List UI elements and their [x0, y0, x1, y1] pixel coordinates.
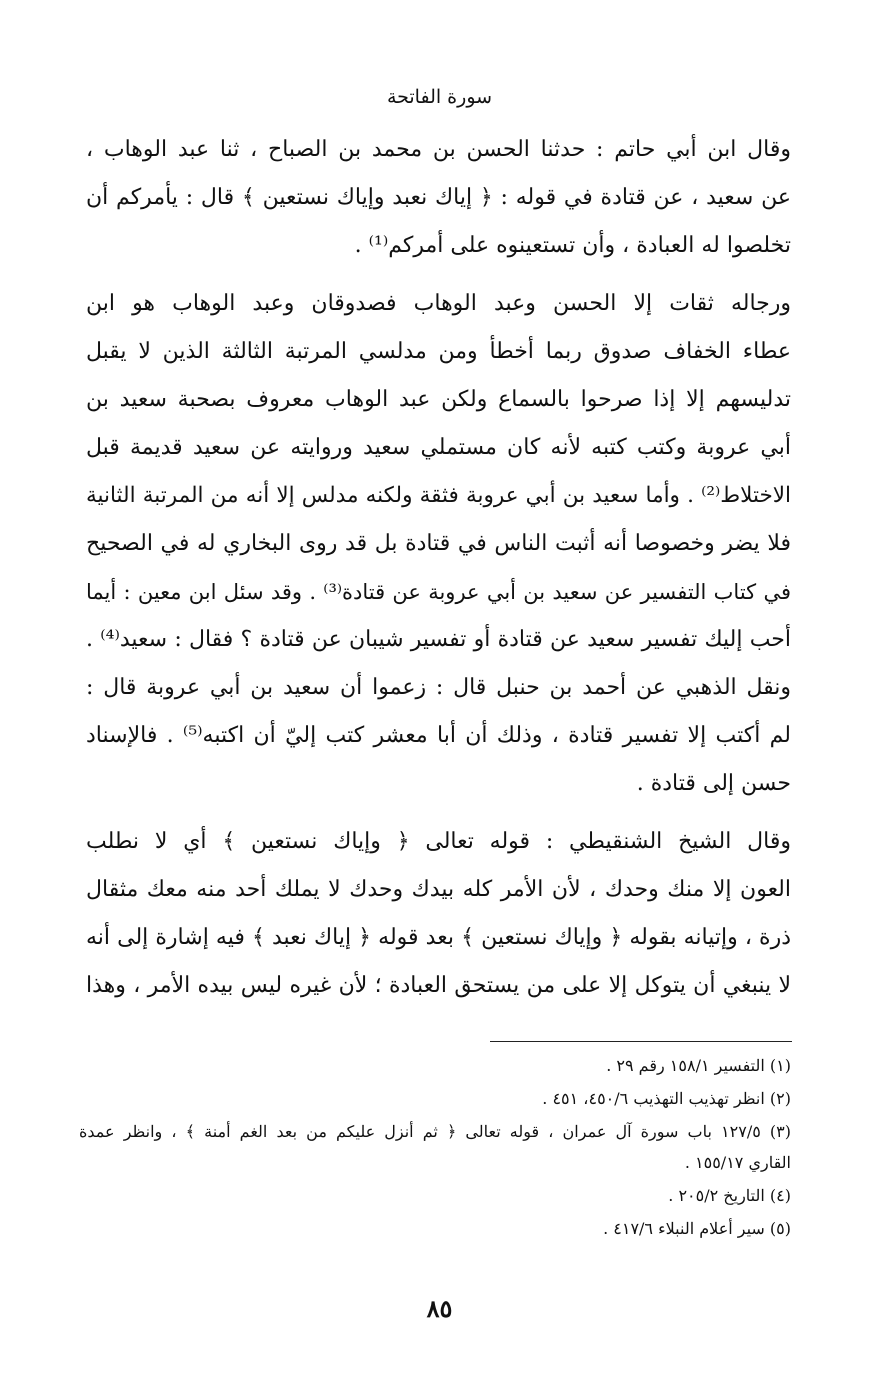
text-line: لا ينبغي أن يتوكل إلا على من يستحق العبادة ؛ لأن غيره ليس بيده الأمر ، وهذا — [86, 973, 791, 998]
text-line: الاختلاط⁽²⁾ . وأما سعيد بن أبي عروبة فثقة ولكنه مدلس إلا أنه من المرتبة الثانية — [86, 483, 791, 508]
footnote-line: (١) التفسير ١٥٨/١ رقم ٢٩ . — [606, 1056, 791, 1075]
footnote-separator — [490, 1041, 792, 1042]
text-line: وقال ابن أبي حاتم : حدثنا الحسن بن محمد بن الصباح ، ثنا عبد الوهاب ، — [86, 137, 791, 162]
footnote-line: (٤) التاريخ ٢٠٥/٢ . — [668, 1186, 791, 1205]
text-line: في كتاب التفسير عن سعيد بن أبي عروبة عن قتادة⁽³⁾ . وقد سئل ابن معين : أيما — [86, 580, 791, 604]
footnote-line: (٣) ١٢٧/٥ باب سورة آل عمران ، قوله تعالى ﴿ ثم أنزل عليكم من بعد الغم أمنة ﴾ ، وانظر عمدة — [79, 1122, 792, 1141]
text-line: أحب إليك تفسير سعيد عن قتادة أو تفسير شيبان عن قتادة ؟ فقال : سعيد⁽⁴⁾ . — [86, 627, 792, 652]
footnote-line: (٥) سير أعلام النبلاء ٤١٧/٦ . — [603, 1219, 791, 1238]
text-line: ونقل الذهبي عن أحمد بن حنبل قال : زعموا أن سعيد بن أبي عروبة قال : — [86, 675, 791, 700]
text-line: ورجاله ثقات إلا الحسن وعبد الوهاب فصدوقان وعبد الوهاب هو ابن — [86, 291, 791, 316]
text-line: وقال الشيخ الشنقيطي : قوله تعالى ﴿ وإياك نستعين ﴾ أي لا نطلب — [86, 829, 791, 854]
text-line: العون إلا منك وحدك ، لأن الأمر كله بيدك وحدك لا يملك أحد منه معك مثقال — [86, 877, 791, 902]
page-number: ٨٥ — [426, 1294, 453, 1323]
main-text — [86, 126, 791, 1010]
text-line: تدليسهم إلا إذا صرحوا بالسماع ولكن عبد الوهاب معروف بصحبة سعيد بن — [86, 387, 791, 412]
text-line: ذرة ، وإتيانه بقوله ﴿ وإياك نستعين ﴾ بعد قوله ﴿ إياك نعبد ﴾ فيه إشارة إلى أنه — [86, 925, 791, 950]
running-header: سورة الفاتحة — [386, 86, 493, 108]
footnote-line: القاري ١٥٥/١٧ . — [684, 1153, 791, 1172]
text-line: عطاء الخفاف صدوق ربما أخطأ ومن مدلسي المرتبة الثالثة الذين لا يقبل — [86, 339, 791, 364]
text-line: أبي عروبة وكتب كتبه لأنه كان مستملي سعيد وروايته عن سعيد قديمة قبل — [86, 435, 791, 460]
footnotes — [79, 1050, 791, 1244]
text-line: تخلصوا له العبادة ، وأن تستعينوه على أمركم⁽¹⁾ . — [354, 233, 791, 258]
text-line: عن سعيد ، عن قتادة في قوله : ﴿ إياك نعبد وإياك نستعين ﴾ قال : يأمركم أن — [86, 185, 791, 210]
text-line: فلا يضر وخصوصا أنه أثبت الناس في قتادة بل قد روى البخاري له في الصحيح — [86, 531, 791, 556]
footnote-line: (٢) انظر تهذيب التهذيب ٤٥٠/٦، ٤٥١ . — [542, 1089, 791, 1108]
text-line: لم أكتب إلا تفسير قتادة ، وذلك أن أبا معشر كتب إليّ أن اكتبه⁽⁵⁾ . فالإسناد — [86, 723, 791, 748]
text-line: حسن إلى قتادة . — [636, 771, 791, 796]
